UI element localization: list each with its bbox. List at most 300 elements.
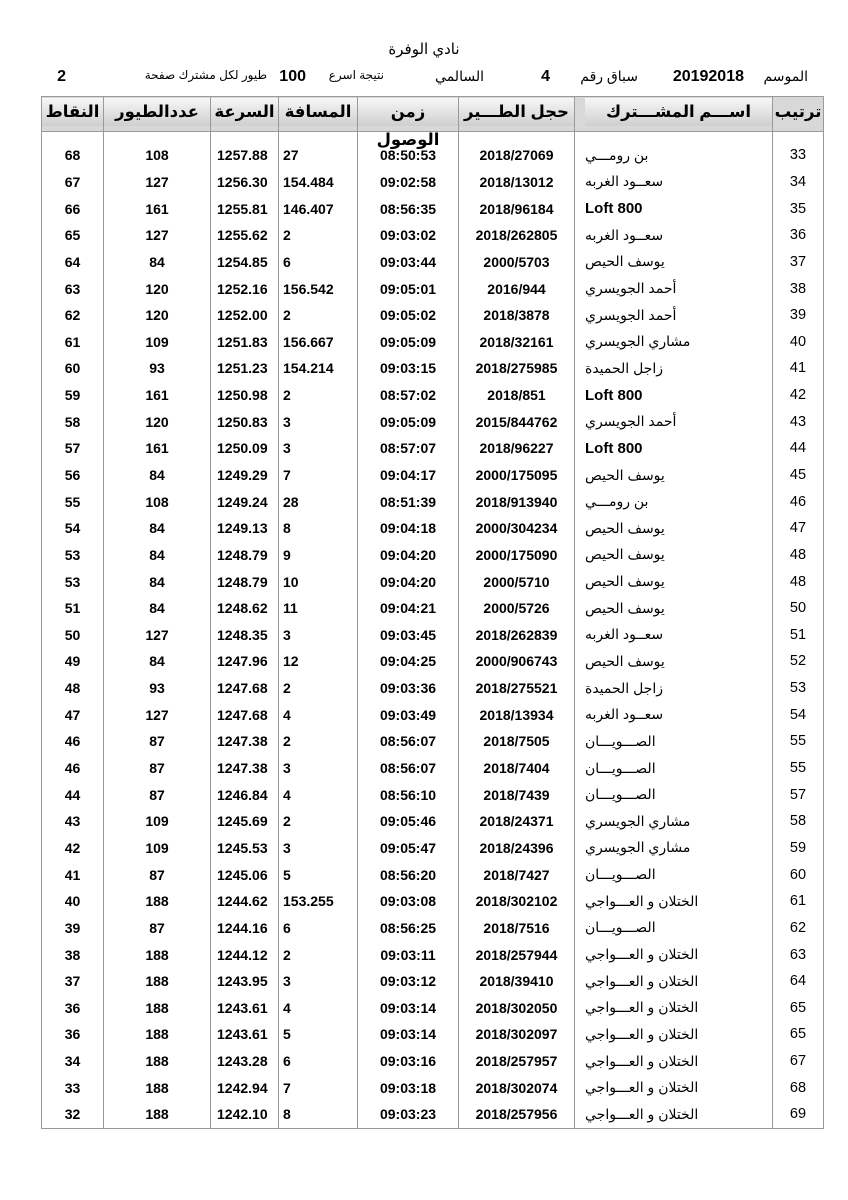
member-name-cell: بن رومـــي: [575, 488, 773, 515]
ring-cell: 2018/302097: [459, 1021, 575, 1048]
speed-cell: 1254.85: [211, 249, 279, 276]
speed-cell: 1243.28: [211, 1048, 279, 1075]
ring-cell: 2016/944: [459, 275, 575, 302]
distance-cell: 4: [279, 995, 358, 1022]
bird-count-cell: 188: [104, 1101, 211, 1128]
speed-cell: 1247.38: [211, 728, 279, 755]
points-cell: 67: [42, 169, 104, 196]
arrival-time-cell: 08:50:53: [358, 142, 459, 169]
rank-cell: 42: [773, 382, 824, 409]
ring-cell: 2018/27069: [459, 142, 575, 169]
member-name-cell: الختلان و العـــواجي: [575, 968, 773, 995]
table-row: [42, 302, 824, 329]
speed-cell: 1250.09: [211, 435, 279, 462]
ring-cell: 2000/5703: [459, 249, 575, 276]
arrival-time-cell: 09:03:08: [358, 888, 459, 915]
points-cell: 36: [42, 995, 104, 1022]
rank-cell: 36: [773, 222, 824, 249]
rank-cell: 65: [773, 1021, 824, 1048]
arrival-time-cell: 09:05:01: [358, 275, 459, 302]
rank-cell: 62: [773, 915, 824, 942]
rank-cell: 58: [773, 808, 824, 835]
per-member-label: طيور لكل مشترك صفحة: [144, 68, 267, 82]
speed-cell: 1247.68: [211, 701, 279, 728]
bird-count-cell: 120: [104, 275, 211, 302]
bird-count-cell: 127: [104, 222, 211, 249]
table-row: [42, 595, 824, 622]
bird-count-cell: 127: [104, 701, 211, 728]
points-cell: 51: [42, 595, 104, 622]
ring-cell: 2018/7439: [459, 781, 575, 808]
rank-cell: 40: [773, 328, 824, 355]
member-name-cell: الختلان و العـــواجي: [575, 888, 773, 915]
ring-cell: 2018/96227: [459, 435, 575, 462]
member-name-cell: سعــود الغربه: [575, 701, 773, 728]
arrival-time-cell: 09:03:14: [358, 1021, 459, 1048]
arrival-time-cell: 09:04:18: [358, 515, 459, 542]
page-number: 2: [57, 68, 66, 85]
points-cell: 46: [42, 755, 104, 782]
rank-cell: 45: [773, 462, 824, 489]
points-cell: 64: [42, 249, 104, 276]
distance-cell: 2: [279, 222, 358, 249]
table-row: [42, 435, 824, 462]
arrival-time-cell: 08:57:07: [358, 435, 459, 462]
member-name-cell: Loft 800: [575, 382, 773, 409]
points-cell: 43: [42, 808, 104, 835]
ring-cell: 2018/24371: [459, 808, 575, 835]
member-name-cell: الصـــويـــان: [575, 728, 773, 755]
speed-cell: 1247.68: [211, 675, 279, 702]
rank-cell: 59: [773, 835, 824, 862]
distance-cell: 3: [279, 408, 358, 435]
rank-cell: 33: [773, 142, 824, 169]
distance-cell: 10: [279, 568, 358, 595]
points-cell: 62: [42, 302, 104, 329]
speed-cell: 1248.62: [211, 595, 279, 622]
arrival-time-cell: 09:03:18: [358, 1074, 459, 1101]
points-cell: 63: [42, 275, 104, 302]
rank-cell: 63: [773, 941, 824, 968]
header-arrival-time: زمن الوصول: [358, 97, 459, 132]
distance-cell: 5: [279, 1021, 358, 1048]
points-cell: 50: [42, 622, 104, 649]
points-cell: 46: [42, 728, 104, 755]
speed-cell: 1242.10: [211, 1101, 279, 1128]
table-row: [42, 568, 824, 595]
table-row: [42, 835, 824, 862]
arrival-time-cell: 09:05:09: [358, 328, 459, 355]
table-row: [42, 941, 824, 968]
table-row: [42, 515, 824, 542]
speed-cell: 1255.62: [211, 222, 279, 249]
ring-cell: 2018/262805: [459, 222, 575, 249]
race-location: السالمي: [435, 68, 484, 84]
bird-count-cell: 188: [104, 995, 211, 1022]
header-ring: حجل الطـــير: [459, 97, 575, 132]
points-cell: 48: [42, 675, 104, 702]
points-cell: 68: [42, 142, 104, 169]
speed-cell: 1243.61: [211, 995, 279, 1022]
speed-cell: 1256.30: [211, 169, 279, 196]
points-cell: 41: [42, 861, 104, 888]
bird-count-cell: 161: [104, 195, 211, 222]
ring-cell: 2018/302050: [459, 995, 575, 1022]
distance-cell: 3: [279, 755, 358, 782]
distance-cell: 12: [279, 648, 358, 675]
ring-cell: 2018/257957: [459, 1048, 575, 1075]
member-name-cell: الصـــويـــان: [575, 781, 773, 808]
distance-cell: 2: [279, 941, 358, 968]
table-row: [42, 622, 824, 649]
points-cell: 32: [42, 1101, 104, 1128]
header-rank: ترتيب: [773, 97, 824, 132]
arrival-time-cell: 09:03:12: [358, 968, 459, 995]
table-row: [42, 675, 824, 702]
distance-cell: 9: [279, 542, 358, 569]
rank-cell: 54: [773, 701, 824, 728]
ring-cell: 2018/32161: [459, 328, 575, 355]
points-cell: 34: [42, 1048, 104, 1075]
table-row: [42, 781, 824, 808]
distance-cell: 6: [279, 249, 358, 276]
distance-cell: 4: [279, 781, 358, 808]
rank-cell: 34: [773, 169, 824, 196]
arrival-time-cell: 09:05:46: [358, 808, 459, 835]
table-row: [42, 328, 824, 355]
bird-count-cell: 120: [104, 408, 211, 435]
distance-cell: 7: [279, 462, 358, 489]
rank-cell: 69: [773, 1101, 824, 1128]
arrival-time-cell: 09:03:16: [358, 1048, 459, 1075]
ring-cell: 2000/175095: [459, 462, 575, 489]
member-name-cell: الختلان و العـــواجي: [575, 1048, 773, 1075]
table-row: [42, 542, 824, 569]
arrival-time-cell: 09:05:09: [358, 408, 459, 435]
speed-cell: 1251.83: [211, 328, 279, 355]
distance-cell: 28: [279, 488, 358, 515]
ring-cell: 2018/302102: [459, 888, 575, 915]
distance-cell: 156.542: [279, 275, 358, 302]
distance-cell: 3: [279, 435, 358, 462]
table-row: [42, 462, 824, 489]
birds-count: 100: [279, 68, 306, 85]
ring-cell: 2015/844762: [459, 408, 575, 435]
table-row: [42, 1101, 824, 1128]
bird-count-cell: 93: [104, 355, 211, 382]
points-cell: 66: [42, 195, 104, 222]
member-name-cell: الصـــويـــان: [575, 915, 773, 942]
rank-cell: 47: [773, 515, 824, 542]
points-cell: 60: [42, 355, 104, 382]
speed-cell: 1244.12: [211, 941, 279, 968]
points-cell: 54: [42, 515, 104, 542]
arrival-time-cell: 09:03:49: [358, 701, 459, 728]
table-row: [42, 408, 824, 435]
points-cell: 49: [42, 648, 104, 675]
rank-cell: 50: [773, 595, 824, 622]
rank-cell: 48: [773, 542, 824, 569]
rank-cell: 43: [773, 408, 824, 435]
points-cell: 59: [42, 382, 104, 409]
ring-cell: 2018/24396: [459, 835, 575, 862]
distance-cell: 11: [279, 595, 358, 622]
distance-cell: 4: [279, 701, 358, 728]
table-row: [42, 888, 824, 915]
header-row: [42, 97, 824, 132]
bird-count-cell: 84: [104, 595, 211, 622]
distance-cell: 3: [279, 622, 358, 649]
arrival-time-cell: 09:03:11: [358, 941, 459, 968]
ring-cell: 2000/175090: [459, 542, 575, 569]
bird-count-cell: 109: [104, 328, 211, 355]
member-name-cell: يوسف الحيص: [575, 648, 773, 675]
speed-cell: 1249.29: [211, 462, 279, 489]
speed-cell: 1243.61: [211, 1021, 279, 1048]
member-name-cell: أحمد الجويسري: [575, 302, 773, 329]
member-name-cell: بن رومـــي: [575, 142, 773, 169]
member-name-cell: يوسف الحيص: [575, 568, 773, 595]
header-speed: السرعة: [211, 97, 279, 132]
arrival-time-cell: 09:03:45: [358, 622, 459, 649]
header-distance: المسافة: [279, 97, 358, 132]
table-row: [42, 355, 824, 382]
bird-count-cell: 161: [104, 435, 211, 462]
rank-cell: 52: [773, 648, 824, 675]
speed-cell: 1243.95: [211, 968, 279, 995]
member-name-cell: الصـــويـــان: [575, 861, 773, 888]
points-cell: 40: [42, 888, 104, 915]
bird-count-cell: 120: [104, 302, 211, 329]
speed-cell: 1244.62: [211, 888, 279, 915]
speed-cell: 1245.53: [211, 835, 279, 862]
table-row: [42, 861, 824, 888]
bird-count-cell: 188: [104, 1021, 211, 1048]
table-row: [42, 808, 824, 835]
bird-count-cell: 87: [104, 755, 211, 782]
ring-cell: 2018/275985: [459, 355, 575, 382]
distance-cell: 2: [279, 808, 358, 835]
bird-count-cell: 188: [104, 1074, 211, 1101]
points-cell: 36: [42, 1021, 104, 1048]
arrival-time-cell: 09:05:02: [358, 302, 459, 329]
arrival-time-cell: 09:05:47: [358, 835, 459, 862]
distance-cell: 6: [279, 1048, 358, 1075]
race-label: سباق رقم: [580, 68, 638, 84]
rank-cell: 51: [773, 622, 824, 649]
season-value: 20192018: [672, 68, 744, 85]
speed-cell: 1247.38: [211, 755, 279, 782]
speed-cell: 1248.79: [211, 542, 279, 569]
season-label: الموسم: [763, 68, 808, 84]
ring-cell: 2018/851: [459, 382, 575, 409]
ring-cell: 2018/39410: [459, 968, 575, 995]
table-row: [42, 1074, 824, 1101]
points-cell: 61: [42, 328, 104, 355]
distance-cell: 27: [279, 142, 358, 169]
points-cell: 38: [42, 941, 104, 968]
rank-cell: 46: [773, 488, 824, 515]
bird-count-cell: 84: [104, 568, 211, 595]
points-cell: 57: [42, 435, 104, 462]
bird-count-cell: 87: [104, 728, 211, 755]
arrival-time-cell: 09:04:17: [358, 462, 459, 489]
member-name-cell: Loft 800: [575, 195, 773, 222]
distance-cell: 2: [279, 728, 358, 755]
ring-cell: 2018/262839: [459, 622, 575, 649]
rank-cell: 57: [773, 781, 824, 808]
arrival-time-cell: 09:03:44: [358, 249, 459, 276]
arrival-time-cell: 09:03:23: [358, 1101, 459, 1128]
rank-cell: 55: [773, 728, 824, 755]
speed-cell: 1245.06: [211, 861, 279, 888]
member-name-cell: زاجل الحميدة: [575, 675, 773, 702]
points-cell: 47: [42, 701, 104, 728]
distance-cell: 2: [279, 382, 358, 409]
bird-count-cell: 109: [104, 808, 211, 835]
ring-cell: 2018/3878: [459, 302, 575, 329]
member-name-cell: أحمد الجويسري: [575, 275, 773, 302]
member-name-cell: سعــود الغربه: [575, 622, 773, 649]
distance-cell: 8: [279, 515, 358, 542]
bird-count-cell: 84: [104, 648, 211, 675]
table-row: [42, 382, 824, 409]
speed-cell: 1247.96: [211, 648, 279, 675]
rank-cell: 55: [773, 755, 824, 782]
arrival-time-cell: 08:51:39: [358, 488, 459, 515]
ring-cell: 2018/257944: [459, 941, 575, 968]
bird-count-cell: 87: [104, 915, 211, 942]
arrival-time-cell: 08:57:02: [358, 382, 459, 409]
ring-cell: 2000/5726: [459, 595, 575, 622]
speed-cell: 1249.24: [211, 488, 279, 515]
bird-count-cell: 84: [104, 462, 211, 489]
distance-cell: 3: [279, 835, 358, 862]
ring-cell: 2018/302074: [459, 1074, 575, 1101]
bird-count-cell: 108: [104, 488, 211, 515]
member-name-cell: يوسف الحيص: [575, 249, 773, 276]
bird-count-cell: 108: [104, 142, 211, 169]
rank-cell: 44: [773, 435, 824, 462]
ring-cell: 2018/7404: [459, 755, 575, 782]
speed-cell: 1252.16: [211, 275, 279, 302]
points-cell: 37: [42, 968, 104, 995]
arrival-time-cell: 09:04:21: [358, 595, 459, 622]
distance-cell: 2: [279, 302, 358, 329]
rank-cell: 67: [773, 1048, 824, 1075]
race-info-line: [40, 68, 808, 92]
ring-cell: 2000/304234: [459, 515, 575, 542]
rank-cell: 38: [773, 275, 824, 302]
bird-count-cell: 188: [104, 968, 211, 995]
distance-cell: 5: [279, 861, 358, 888]
member-name-cell: أحمد الجويسري: [575, 408, 773, 435]
table-row: [42, 915, 824, 942]
table-row: [42, 488, 824, 515]
ring-cell: 2018/257956: [459, 1101, 575, 1128]
rank-cell: 37: [773, 249, 824, 276]
rank-cell: 48: [773, 568, 824, 595]
member-name-cell: الختلان و العـــواجي: [575, 1074, 773, 1101]
arrival-time-cell: 09:02:58: [358, 169, 459, 196]
bird-count-cell: 84: [104, 249, 211, 276]
bird-count-cell: 84: [104, 542, 211, 569]
rank-cell: 61: [773, 888, 824, 915]
header-member-name: اســـم المشـــترك: [575, 97, 773, 132]
ring-cell: 2000/5710: [459, 568, 575, 595]
bird-count-cell: 109: [104, 835, 211, 862]
table-row: [42, 1048, 824, 1075]
distance-cell: 7: [279, 1074, 358, 1101]
distance-cell: 156.667: [279, 328, 358, 355]
table-row: [42, 169, 824, 196]
race-number: 4: [541, 68, 550, 85]
ring-cell: 2000/906743: [459, 648, 575, 675]
member-name-cell: يوسف الحيص: [575, 462, 773, 489]
distance-cell: 153.255: [279, 888, 358, 915]
member-name-cell: يوسف الحيص: [575, 542, 773, 569]
table-row: [42, 249, 824, 276]
member-name-cell: الختلان و العـــواجي: [575, 941, 773, 968]
header-points: النقاط: [42, 97, 104, 132]
arrival-time-cell: 09:03:15: [358, 355, 459, 382]
table-row: [42, 701, 824, 728]
rank-cell: 41: [773, 355, 824, 382]
table-row: [42, 968, 824, 995]
arrival-time-cell: 09:03:02: [358, 222, 459, 249]
table-row: [42, 275, 824, 302]
rank-cell: 64: [773, 968, 824, 995]
member-name-cell: الصـــويـــان: [575, 755, 773, 782]
ring-cell: 2018/96184: [459, 195, 575, 222]
member-name-cell: مشاري الجويسري: [575, 808, 773, 835]
points-cell: 58: [42, 408, 104, 435]
arrival-time-cell: 08:56:07: [358, 728, 459, 755]
arrival-time-cell: 09:03:14: [358, 995, 459, 1022]
arrival-time-cell: 09:04:25: [358, 648, 459, 675]
bird-count-cell: 87: [104, 861, 211, 888]
points-cell: 56: [42, 462, 104, 489]
distance-cell: 146.407: [279, 195, 358, 222]
speed-cell: 1250.98: [211, 382, 279, 409]
arrival-time-cell: 09:04:20: [358, 568, 459, 595]
rank-cell: 68: [773, 1074, 824, 1101]
ring-cell: 2018/13934: [459, 701, 575, 728]
member-name-cell: مشاري الجويسري: [575, 835, 773, 862]
bird-count-cell: 188: [104, 1048, 211, 1075]
speed-cell: 1251.23: [211, 355, 279, 382]
results-body: [42, 132, 824, 1129]
result-label: نتيجة اسرع: [328, 68, 384, 82]
rank-cell: 60: [773, 861, 824, 888]
bird-count-cell: 87: [104, 781, 211, 808]
points-cell: 44: [42, 781, 104, 808]
ring-cell: 2018/7427: [459, 861, 575, 888]
speed-cell: 1250.83: [211, 408, 279, 435]
rank-cell: 35: [773, 195, 824, 222]
arrival-time-cell: 08:56:35: [358, 195, 459, 222]
member-name-cell: Loft 800: [575, 435, 773, 462]
member-name-cell: زاجل الحميدة: [575, 355, 773, 382]
bird-count-cell: 93: [104, 675, 211, 702]
bird-count-cell: 84: [104, 515, 211, 542]
speed-cell: 1248.35: [211, 622, 279, 649]
bird-count-cell: 161: [104, 382, 211, 409]
rank-cell: 39: [773, 302, 824, 329]
table-row: [42, 995, 824, 1022]
member-name-cell: الختلان و العـــواجي: [575, 1101, 773, 1128]
speed-cell: 1257.88: [211, 142, 279, 169]
